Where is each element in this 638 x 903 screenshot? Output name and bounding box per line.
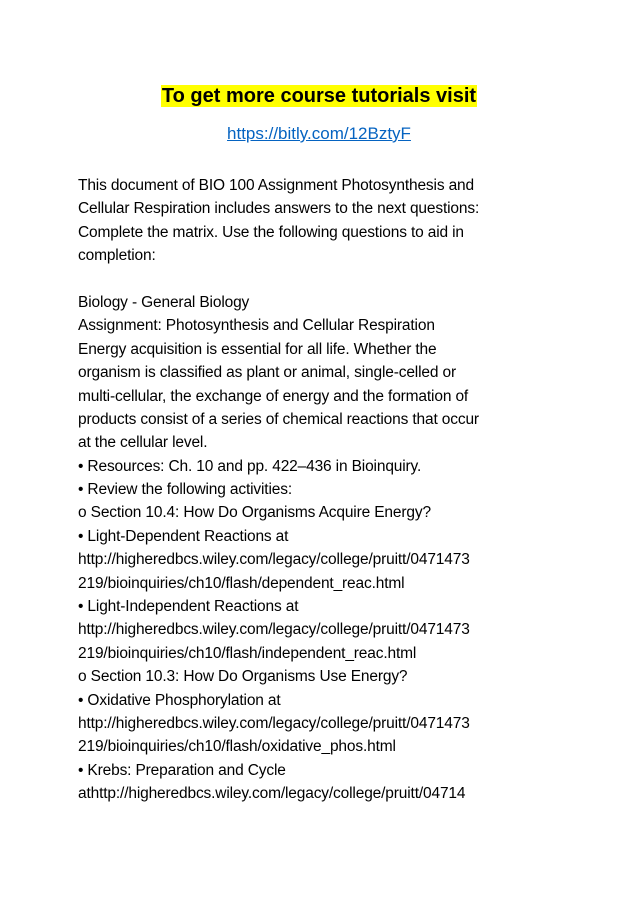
body-url-line: 219/bioinquiries/ch10/flash/oxidative_phos.html xyxy=(78,738,396,756)
body-url-line: http://higheredbcs.wiley.com/legacy/college/pruitt/0471473 xyxy=(78,621,470,639)
intro-line: This document of BIO 100 Assignment Photosynthesis and xyxy=(78,177,474,194)
body-line: multi-cellular, the exchange of energy and the formation of xyxy=(78,387,469,405)
intro-line: Cellular Respiration includes answers to the next questions: xyxy=(78,200,480,218)
paragraph-gap xyxy=(78,268,578,291)
body-line: organism is classified as plant or animal, single-celled or xyxy=(78,364,456,382)
body-line: Assignment: Photosynthesis and Cellular Respiration xyxy=(78,317,435,335)
body-line: o Section 10.4: How Do Organisms Acquire Energy? xyxy=(78,504,431,522)
body-url-line: athttp://higheredbcs.wiley.com/legacy/college/pruitt/04714 xyxy=(78,785,466,803)
intro-line: completion: xyxy=(78,247,156,265)
body-line: • Resources: Ch. 10 and pp. 422–436 in Bioinquiry. xyxy=(78,457,422,475)
body-line: • Light-Independent Reactions at xyxy=(78,598,299,616)
body-line: at the cellular level. xyxy=(78,434,208,452)
body-url-line: http://higheredbcs.wiley.com/legacy/college/pruitt/0471473 xyxy=(78,714,470,732)
body-line: • Review the following activities: xyxy=(78,481,292,499)
body-url-line: http://higheredbcs.wiley.com/legacy/college/pruitt/0471473 xyxy=(78,551,470,569)
intro-line: Complete the matrix. Use the following questions to aid in xyxy=(78,223,464,241)
body-url-line: 219/bioinquiries/ch10/flash/dependent_reac.html xyxy=(78,574,405,592)
document-body xyxy=(78,174,578,806)
body-url-line: 219/bioinquiries/ch10/flash/independent_reac.html xyxy=(78,644,417,662)
body-line: • Oxidative Phosphorylation at xyxy=(78,691,281,709)
tutorial-link[interactable]: https://bitly.com/12BztyF xyxy=(227,124,411,143)
body-line: • Light-Dependent Reactions at xyxy=(78,527,289,545)
page-heading xyxy=(0,84,638,108)
body-line: o Section 10.3: How Do Organisms Use Energy? xyxy=(78,668,408,686)
body-line: Biology - General Biology xyxy=(78,293,250,311)
body-line: • Krebs: Preparation and Cycle xyxy=(78,761,286,779)
heading-text: To get more course tutorials visit xyxy=(161,85,477,107)
body-line: Energy acquisition is essential for all life. Whether the xyxy=(78,340,437,358)
body-line: products consist of a series of chemical reactions that occur xyxy=(78,410,479,428)
